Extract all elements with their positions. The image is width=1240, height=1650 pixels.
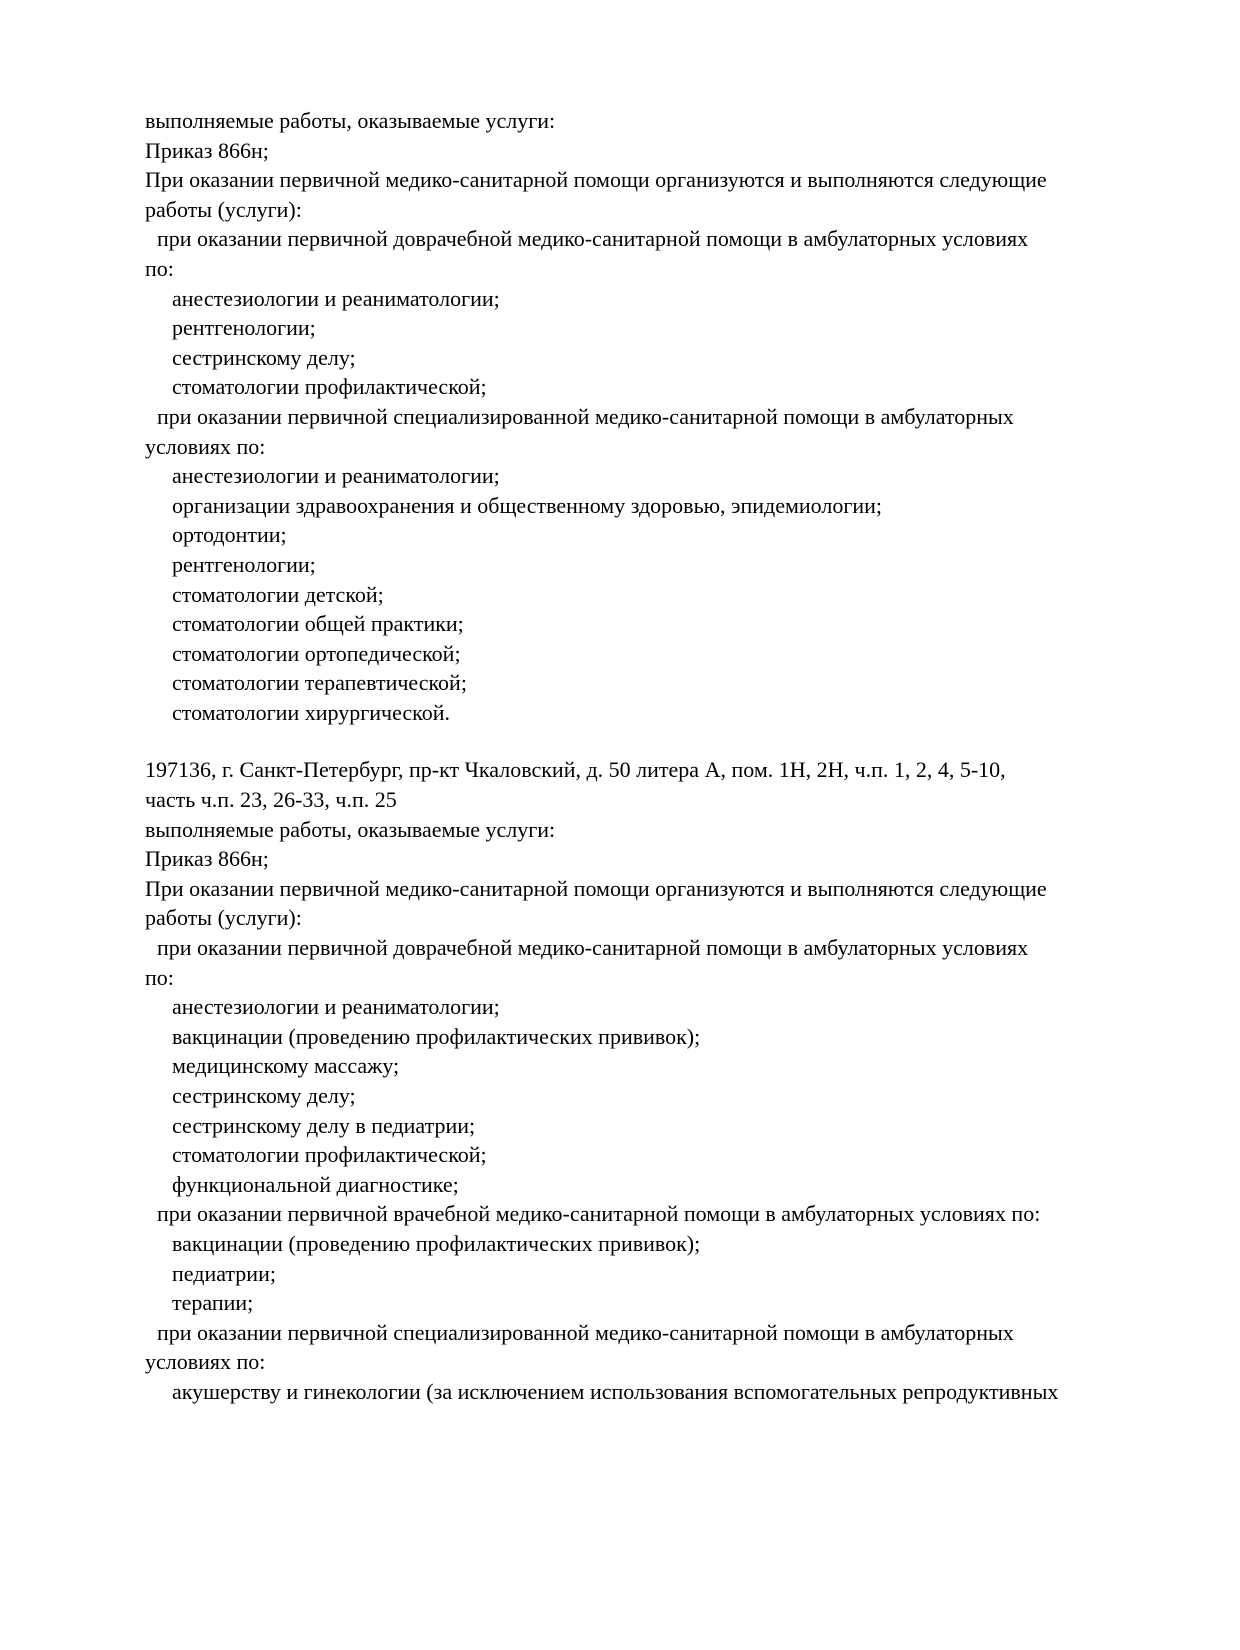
- services-section-address: [145, 755, 1225, 1406]
- list-item: стоматологии детской;: [172, 581, 384, 607]
- list-item: вакцинации (проведению профилактических прививок);: [172, 1230, 701, 1256]
- list-item: сестринскому делу;: [172, 344, 356, 370]
- text-line: работы (услуги):: [145, 196, 302, 222]
- list-item: сестринскому делу в педиатрии;: [172, 1112, 476, 1138]
- text-line: выполняемые работы, оказываемые услуги:: [145, 816, 556, 842]
- list-item: акушерству и гинекологии (за исключением использования вспомогательных репродуктивных: [172, 1378, 1059, 1404]
- text-line: работы (услуги):: [145, 905, 302, 931]
- list-item: стоматологии общей практики;: [172, 611, 464, 637]
- list-item: анестезиологии и реаниматологии;: [172, 463, 500, 489]
- list-item: стоматологии профилактической;: [172, 1142, 487, 1168]
- list-item: организации здравоохранения и общественному здоровью, эпидемиологии;: [172, 492, 883, 518]
- list-item: стоматологии ортопедической;: [172, 640, 461, 666]
- document-page: [145, 106, 1225, 1407]
- services-section-continued: [145, 106, 1225, 727]
- list-item: терапии;: [172, 1290, 254, 1316]
- text-line: условиях по:: [145, 433, 266, 459]
- list-item: сестринскому делу;: [172, 1083, 356, 1108]
- subheading-line: при оказании первичной доврачебной медико-санитарной помощи в амбулаторных условиях: [157, 935, 1029, 961]
- list-item: стоматологии терапевтической;: [172, 670, 467, 696]
- list-item: стоматологии профилактической;: [172, 374, 487, 400]
- text-line: по:: [145, 255, 174, 281]
- address-line: 197136, г. Санкт-Петербург, пр-кт Чкаловский, д. 50 литера А, пом. 1Н, 2Н, ч.п. 1, 2, 4, 5-10,: [145, 757, 1006, 783]
- subheading-line: при оказании первичной специализированной медико-санитарной помощи в амбулаторных: [157, 403, 1014, 429]
- text-line: Приказ 866н;: [145, 137, 269, 163]
- list-item: медицинскому массажу;: [172, 1053, 400, 1079]
- list-item: рентгенологии;: [172, 315, 316, 341]
- subheading-line: при оказании первичной специализированной медико-санитарной помощи в амбулаторных: [157, 1319, 1014, 1345]
- text-line: выполняемые работы, оказываемые услуги:: [145, 108, 556, 133]
- section-gap: [145, 727, 1225, 755]
- list-item: вакцинации (проведению профилактических прививок);: [172, 1023, 701, 1049]
- list-item: стоматологии хирургической.: [172, 699, 450, 725]
- address-line: часть ч.п. 23, 26-33, ч.п. 25: [145, 787, 397, 813]
- text-line: условиях по:: [145, 1349, 266, 1375]
- list-item: ортодонтии;: [172, 522, 287, 548]
- subheading-line: при оказании первичной доврачебной медико-санитарной помощи в амбулаторных условиях: [157, 226, 1029, 252]
- list-item: анестезиологии и реаниматологии;: [172, 994, 500, 1020]
- list-item: рентгенологии;: [172, 551, 316, 577]
- list-item: функциональной диагностике;: [172, 1171, 459, 1197]
- list-item: педиатрии;: [172, 1260, 276, 1286]
- list-item: анестезиологии и реаниматологии;: [172, 285, 500, 311]
- text-line: При оказании первичной медико-санитарной помощи организуются и выполняются следующие: [145, 875, 1047, 901]
- text-line: Приказ 866н;: [145, 846, 269, 872]
- subheading-line: при оказании первичной врачебной медико-санитарной помощи в амбулаторных условиях по:: [157, 1201, 1041, 1227]
- text-line: по:: [145, 964, 174, 990]
- text-line: При оказании первичной медико-санитарной помощи организуются и выполняются следующие: [145, 167, 1047, 193]
